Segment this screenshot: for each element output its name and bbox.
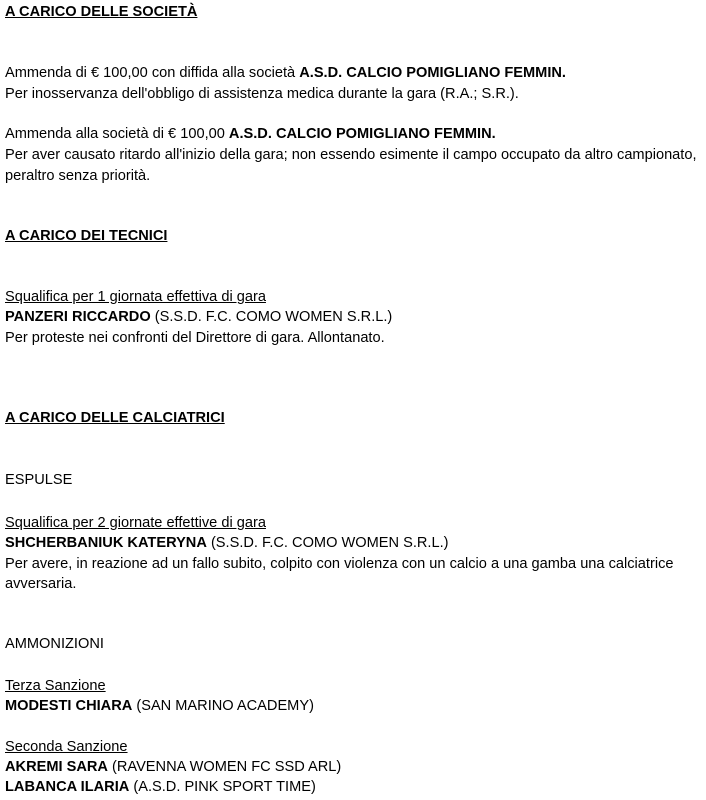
team-name: (S.S.D. F.C. COMO WOMEN S.R.L.) bbox=[150, 309, 393, 325]
sanction-reason: avversaria. bbox=[5, 576, 77, 592]
section-heading-tecnici: A CARICO DEI TECNICI bbox=[5, 228, 168, 244]
team-name: (S.S.D. F.C. COMO WOMEN S.R.L.) bbox=[206, 535, 449, 551]
sanction-reason: Per proteste nei confronti del Direttore di gara. Allontanato. bbox=[5, 330, 385, 346]
fine-entry-1 bbox=[5, 63, 566, 83]
person-name: LABANCA ILARIA bbox=[5, 779, 130, 795]
team-name: (A.S.D. PINK SPORT TIME) bbox=[129, 779, 316, 795]
person-name: SHCHERBANIUK KATERYNA bbox=[5, 535, 207, 551]
sanction-label: Squalifica per 2 giornate effettive di gara bbox=[5, 515, 266, 531]
player-entry bbox=[5, 533, 449, 553]
fine-text: Ammenda di € 100,00 con diffida alla società bbox=[5, 65, 300, 81]
fine-reason: peraltro senza priorità. bbox=[5, 168, 151, 184]
sanction-reason: Per avere, in reazione ad un fallo subito, colpito con violenza con un calcio a una gamba una calciatrice bbox=[5, 556, 674, 572]
player-entry bbox=[5, 696, 314, 716]
person-name: MODESTI CHIARA bbox=[5, 698, 133, 714]
team-name: (SAN MARINO ACADEMY) bbox=[132, 698, 314, 714]
club-name: A.S.D. CALCIO POMIGLIANO FEMMIN. bbox=[299, 65, 566, 81]
section-heading-calciatrici: A CARICO DELLE CALCIATRICI bbox=[5, 410, 225, 426]
fine-entry-2 bbox=[5, 124, 496, 144]
fine-text: Ammenda alla società di € 100,00 bbox=[5, 126, 229, 142]
club-name: A.S.D. CALCIO POMIGLIANO FEMMIN. bbox=[228, 126, 496, 142]
sanction-label-seconda: Seconda Sanzione bbox=[5, 739, 128, 755]
fine-reason: Per aver causato ritardo all'inizio della gara; non essendo esimente il campo occupato da altro campionato, bbox=[5, 147, 697, 163]
section-heading-societa: A CARICO DELLE SOCIETÀ bbox=[5, 4, 198, 20]
subsection-label-espulse: ESPULSE bbox=[5, 472, 73, 488]
person-name: PANZERI RICCARDO bbox=[5, 309, 151, 325]
coach-entry bbox=[5, 307, 392, 327]
fine-reason: Per inosservanza dell'obbligo di assistenza medica durante la gara (R.A.; S.R.). bbox=[5, 86, 519, 102]
subsection-label-ammonizioni: AMMONIZIONI bbox=[5, 636, 104, 652]
player-entry bbox=[5, 757, 341, 777]
person-name: AKREMI SARA bbox=[5, 759, 108, 775]
sanction-label-terza: Terza Sanzione bbox=[5, 678, 106, 694]
sanction-label: Squalifica per 1 giornata effettiva di gara bbox=[5, 289, 266, 305]
team-name: (RAVENNA WOMEN FC SSD ARL) bbox=[107, 759, 342, 775]
player-entry bbox=[5, 777, 316, 797]
